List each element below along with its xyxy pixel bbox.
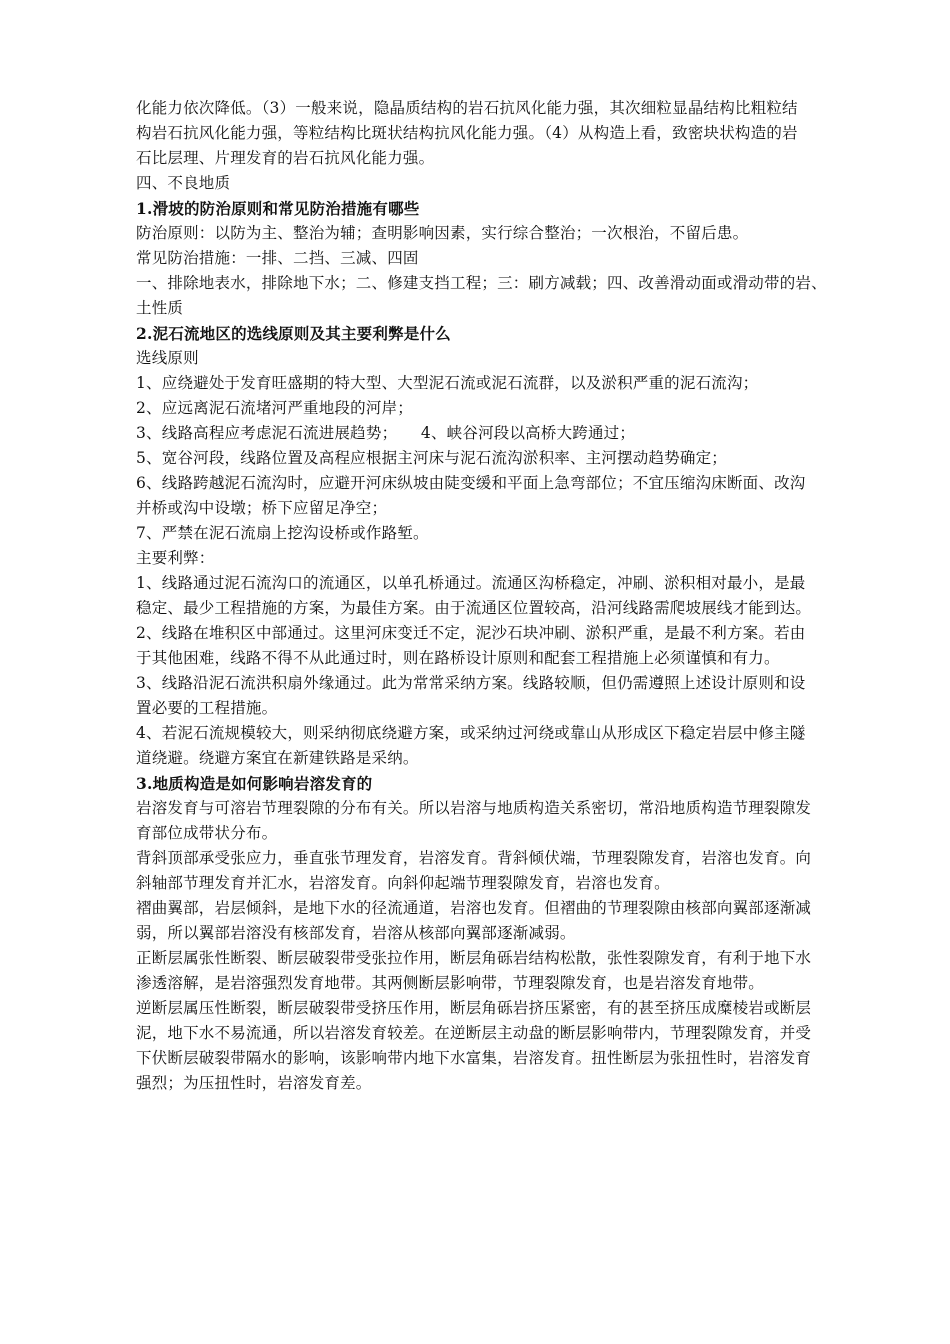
text-line: 土性质 [136,299,184,317]
text-line: 3、线路高程应考虑泥石流进展趋势； 4、峡谷河段以高桥大跨通过； [136,424,636,442]
text-line: 四、不良地质 [136,174,231,192]
text-line: 岩溶发育与可溶岩节理裂隙的分布有关。所以岩溶与地质构造关系密切，常沿地质构造节理裂隙发 [136,799,812,817]
section-heading: 3.地质构造是如何影响岩溶发育的 [136,774,373,793]
text-line: 正断层属张性断裂、断层破裂带受张拉作用，断层角砾岩结构松散，张性裂隙发育，有利于地下水 [136,949,812,967]
text-line: 选线原则 [136,349,199,367]
text-line: 下伏断层破裂带隔水的影响，该影响带内地下水富集，岩溶发育。扭性断层为张扭性时，岩溶发育 [136,1049,812,1067]
document-body [136,96,866,1096]
text-line: 并桥或沟中设墩；桥下应留足净空； [136,499,388,517]
text-line: 3、线路沿泥石流洪积扇外缘通过。此为常常采纳方案。线路较顺，但仍需遵照上述设计原则和设 [136,674,806,692]
text-line: 于其他困难，线路不得不从此通过时，则在路桥设计原则和配套工程措施上必须谨慎和有力。 [136,649,780,667]
text-line: 渗透溶解，是岩溶强烈发育地带。其两侧断层影响带，节理裂隙发育，也是岩溶发育地带。 [136,974,765,992]
text-line: 逆断层属压性断裂，断层破裂带受挤压作用，断层角砾岩挤压紧密，有的甚至挤压成糜棱岩或断层 [136,999,812,1017]
text-line: 6、线路跨越泥石流沟时，应避开河床纵坡由陡变缓和平面上急弯部位；不宜压缩沟床断面、改沟 [136,474,806,492]
text-line: 主要利弊： [136,549,215,567]
section-heading: 1.滑坡的防治原则和常见防治措施有哪些 [136,199,420,218]
text-line: 1、线路通过泥石流沟口的流通区，以单孔桥通过。流通区沟桥稳定，冲刷、淤积相对最小，是最 [136,574,806,592]
text-line: 一、排除地表水，排除地下水；二、修建支挡工程；三：刷方减载；四、改善滑动面或滑动带的岩、 [136,274,827,292]
text-line: 稳定、最少工程措施的方案，为最佳方案。由于流通区位置较高，沿河线路需爬坡展线才能到达。 [136,599,812,617]
text-line: 背斜顶部承受张应力，垂直张节理发育，岩溶发育。背斜倾伏端，节理裂隙发育，岩溶也发育。向 [136,849,812,867]
text-line: 强烈；为压扭性时，岩溶发育差。 [136,1074,372,1092]
section-heading: 2.泥石流地区的选线原则及其主要利弊是什么 [136,324,451,343]
text-line: 构岩石抗风化能力强，等粒结构比斑状结构抗风化能力强。（4）从构造上看，致密块状构造的岩 [136,124,798,142]
text-line: 7、严禁在泥石流扇上挖沟设桥或作路堑。 [136,524,429,542]
text-line: 5、宽谷河段，线路位置及高程应根据主河床与泥石流沟淤积率、主河摆动趋势确定； [136,449,727,467]
text-line: 化能力依次降低。（3）一般来说，隐晶质结构的岩石抗风化能力强，其次细粒显晶结构比粗粒结 [136,99,798,117]
text-line: 防治原则：以防为主、整治为辅；查明影响因素，实行综合整治；一次根治，不留后患。 [136,224,749,242]
text-line: 1、应绕避处于发育旺盛期的特大型、大型泥石流或泥石流群，以及淤积严重的泥石流沟； [136,374,759,392]
text-line: 2、应远离泥石流堵河严重地段的河岸； [136,399,413,417]
text-line: 褶曲翼部，岩层倾斜，是地下水的径流通道，岩溶也发育。但褶曲的节理裂隙由核部向翼部逐渐减 [136,899,812,917]
text-line: 弱，所以翼部岩溶没有核部发育，岩溶从核部向翼部逐渐减弱。 [136,924,576,942]
text-line: 斜轴部节理发育并汇水，岩溶发育。向斜仰起端节理裂隙发育，岩溶也发育。 [136,874,670,892]
text-line: 2、线路在堆积区中部通过。这里河床变迁不定，泥沙石块冲刷、淤积严重，是最不利方案。若由 [136,624,806,642]
text-line: 置必要的工程措施。 [136,699,278,717]
text-line: 道绕避。绕避方案宜在新建铁路是采纳。 [136,749,419,767]
text-line: 4、若泥石流规模较大，则采纳彻底绕避方案，或采纳过河绕或靠山从形成区下稳定岩层中修主隧 [136,724,806,742]
text-line: 育部位成带状分布。 [136,824,278,842]
text-line: 石比层理、片理发育的岩石抗风化能力强。 [136,149,435,167]
text-line: 泥，地下水不易流通，所以岩溶发育较差。在逆断层主动盘的断层影响带内，节理裂隙发育，并受 [136,1024,812,1042]
text-line: 常见防治措施：一排、二挡、三减、四固 [136,249,419,267]
